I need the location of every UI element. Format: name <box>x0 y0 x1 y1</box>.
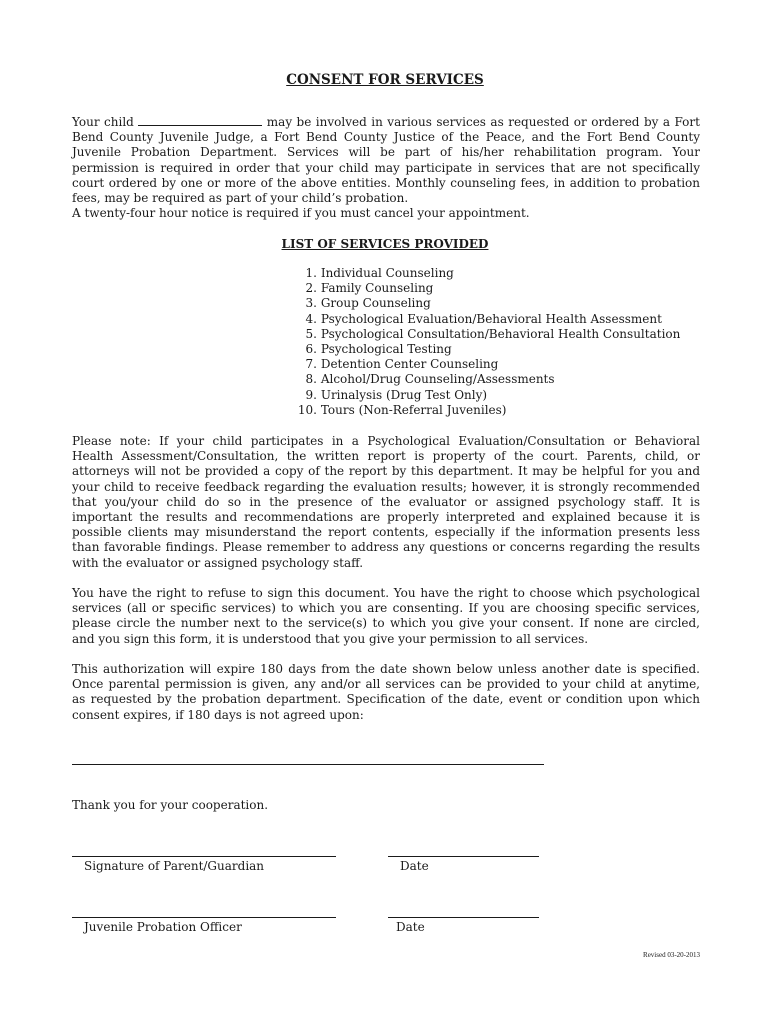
service-label: Family Counseling <box>320 281 434 296</box>
services-list <box>292 266 680 418</box>
intro-line: Bend County Juvenile Judge, a Fort Bend County Justice of the Peace, and the Fort Bend County <box>72 130 700 145</box>
service-number: 9. <box>305 387 317 402</box>
thanks-text: Thank you for your cooperation. <box>72 798 269 812</box>
note-line: than favorable findings. Please remember to address any questions or concerns regarding the results <box>72 540 700 555</box>
authorization-paragraph <box>72 662 700 723</box>
service-label: Group Counseling <box>320 296 431 311</box>
service-label: Psychological Evaluation/Behavioral Health Assessment <box>320 311 662 326</box>
parent-date-line[interactable] <box>388 856 539 857</box>
service-item[interactable] <box>292 388 680 403</box>
intro-line: fees, may be required as part of your child’s probation. <box>72 191 409 206</box>
service-item[interactable] <box>292 266 680 281</box>
service-number: 8. <box>305 372 317 387</box>
authorization-line: as requested by the probation department. Specification of the date, event or condition upon which <box>72 692 700 707</box>
parent-date-label: Date <box>400 859 429 873</box>
service-number: 1. <box>305 266 317 280</box>
parent-signature-label: Signature of Parent/Guardian <box>84 859 265 873</box>
service-item[interactable] <box>292 281 680 296</box>
authorization-line: This authorization will expire 180 days from the date shown below unless another date is specified. <box>72 662 700 676</box>
rights-line: please circle the number next to the service(s) to which you give your consent. If none are circled, <box>72 616 700 631</box>
service-number: 2. <box>305 281 317 296</box>
officer-signature-label: Juvenile Probation Officer <box>84 920 242 934</box>
service-number: 4. <box>305 311 317 326</box>
service-item[interactable] <box>292 327 680 342</box>
intro-lead-rest: may be involved in various services as requested or ordered by a Fort <box>266 115 700 129</box>
service-label: Psychological Testing <box>320 342 452 357</box>
service-label: Urinalysis (Drug Test Only) <box>320 387 488 402</box>
service-label: Tours (Non-Referral Juveniles) <box>320 402 507 417</box>
service-label: Detention Center Counseling <box>320 357 499 372</box>
revision-note: Revised 03-20-2013 <box>643 951 700 959</box>
service-label: Psychological Consultation/Behavioral Health Consultation <box>320 326 681 341</box>
service-label: Individual Counseling <box>320 266 454 280</box>
note-line: Health Assessment/Consultation, the written report is property of the court. Parents, child, or <box>72 449 700 464</box>
rights-line: services (all or specific services) to which you are consenting. If you are choosing specific services, <box>72 601 700 616</box>
service-number: 3. <box>305 296 317 311</box>
note-line: that you/your child do so in the presence of the evaluator or assigned psychology staff. It is <box>72 494 700 509</box>
authorization-line: consent expires, if 180 days is not agreed upon: <box>72 707 364 722</box>
note-line: important the results and recommendations are properly interpreted and explained because it is <box>72 510 700 525</box>
service-item[interactable] <box>292 312 680 327</box>
service-number: 10. <box>297 402 317 417</box>
page-title: CONSENT FOR SERVICES <box>286 72 484 88</box>
intro-paragraph <box>72 115 700 221</box>
please-note-paragraph <box>72 434 700 571</box>
service-label: Alcohol/Drug Counseling/Assessments <box>320 372 555 387</box>
officer-date-line[interactable] <box>388 917 539 918</box>
rights-paragraph <box>72 586 700 647</box>
rights-line: You have the right to refuse to sign this document. You have the right to choose which psychological <box>72 586 700 600</box>
intro-line: Juvenile Probation Department. Services will be part of his/her rehabilitation program. Your <box>72 145 700 160</box>
authorization-line: Once parental permission is given, any and/or all services can be provided to your child at anytime, <box>72 677 700 692</box>
intro-lead: Your child <box>72 115 134 129</box>
child-name-field[interactable] <box>138 115 262 126</box>
note-line: Please note: If your child participates in a Psychological Evaluation/Consultation or Behavioral <box>72 434 700 448</box>
note-line: with the evaluator or assigned psychology staff. <box>72 555 364 570</box>
services-heading: LIST OF SERVICES PROVIDED <box>281 237 489 251</box>
expiration-condition-field[interactable] <box>72 764 544 765</box>
cancel-notice: A twenty-four hour notice is required if you must cancel your appointment. <box>72 206 530 221</box>
service-item[interactable] <box>292 372 680 387</box>
officer-date-label: Date <box>396 920 425 934</box>
service-number: 7. <box>305 357 317 372</box>
note-line: your child to receive feedback regarding the evaluation results; however, it is strongly recommended <box>72 479 700 494</box>
service-number: 5. <box>305 326 317 341</box>
service-item[interactable] <box>292 357 680 372</box>
rights-line: and you sign this form, it is understood that you give your permission to all services. <box>72 631 589 646</box>
service-number: 6. <box>305 342 317 357</box>
officer-signature-line[interactable] <box>72 917 336 918</box>
note-line: attorneys will not be provided a copy of the report by this department. It may be helpful for you and <box>72 464 700 479</box>
note-line: possible clients may misunderstand the report contents, especially if the information presents less <box>72 525 700 540</box>
intro-line: court ordered by one or more of the above entities. Monthly counseling fees, in addition to probation <box>72 175 700 190</box>
parent-signature-line[interactable] <box>72 856 336 857</box>
service-item[interactable] <box>292 342 680 357</box>
service-item[interactable] <box>292 296 680 311</box>
intro-line: permission is required in order that your child may participate in services that are not specifically <box>72 160 700 175</box>
service-item[interactable] <box>292 403 680 418</box>
